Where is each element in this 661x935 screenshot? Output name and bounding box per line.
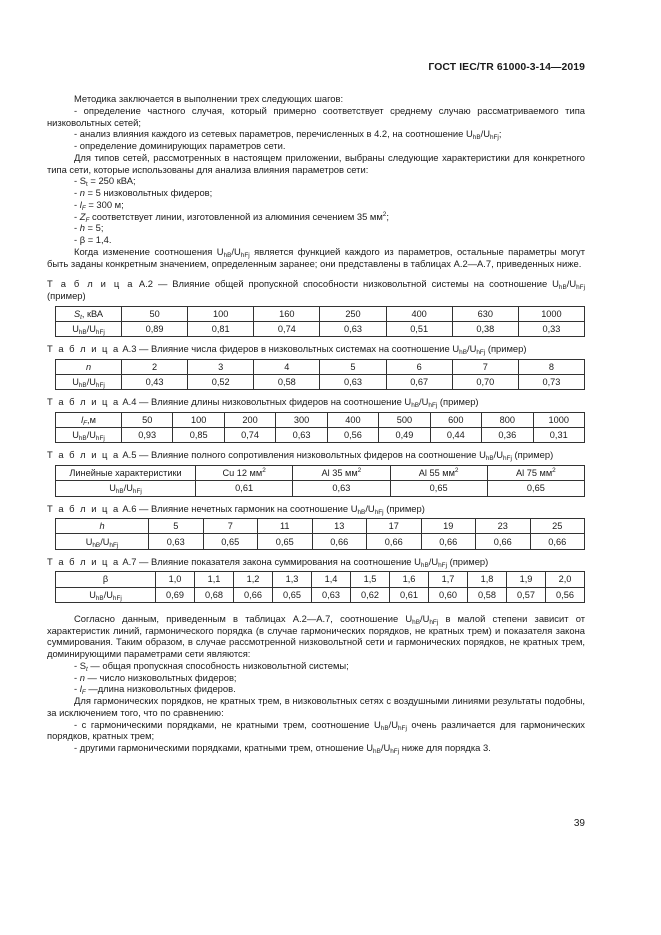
table-cell: 0,65	[487, 481, 584, 496]
table-cell: 400	[327, 413, 378, 428]
table-cell: 0,38	[452, 321, 518, 336]
table-cell: 100	[173, 413, 224, 428]
table-cell: 0,43	[122, 375, 188, 390]
table-cell: 13	[312, 519, 367, 534]
table-cell: 0,85	[173, 428, 224, 443]
table-caption: Т а б л и ц а А.4 — Влияние длины низковольтных фидеров на соотношение $U_{hB}/U_{hFj}$ (пример)	[47, 396, 479, 410]
table-cell: 0,51	[386, 321, 452, 336]
row-label: h	[56, 519, 149, 534]
table-cell: 6	[386, 359, 452, 374]
table-cell: 1,3	[273, 572, 312, 587]
paragraph: Согласно данным, приведенным в таблицах А.2—А.7, соотношение $U_{hB}/U_{hFj}$ в малой степени зависит от характеристик линий, гармонического порядка (в случае гармонических порядков, не кратных трем) и показателя закона суммирования. Таким образом, в случае рассмотренной низковольтной сети и гармонических порядков, не кратных трем, доминирующими параметрами сети являются:	[47, 612, 586, 659]
table-cell: 300	[276, 413, 327, 428]
table-cell: 3	[188, 359, 254, 374]
list-item: - h = 5;	[74, 222, 104, 234]
table-cell: 50	[122, 413, 173, 428]
table-cell: 0,63	[293, 481, 390, 496]
table-cell: 0,67	[386, 375, 452, 390]
row-label: β	[56, 572, 156, 587]
table-row	[56, 375, 585, 390]
table-cell: 0,63	[149, 534, 204, 549]
table-cell: 0,63	[312, 587, 351, 602]
list-item: - n — число низковольтных фидеров;	[74, 671, 237, 683]
table-cell: 200	[224, 413, 275, 428]
table-cell: 0,93	[122, 428, 173, 443]
table-cell: 1,7	[429, 572, 468, 587]
table-cell: 2	[122, 359, 188, 374]
table-cell: 1000	[518, 306, 584, 321]
table-cell: 500	[379, 413, 430, 428]
row-label: $U_{hB}/U_{hFj}$	[56, 587, 156, 602]
table-cell: 0,66	[476, 534, 531, 549]
table-row	[56, 359, 585, 374]
table-caption: Т а б л и ц а А.7 — Влияние показателя закона суммирования на соотношение $U_{hB}/U_{hFj}$ (пример)	[47, 555, 489, 569]
table-cell: 1,8	[468, 572, 507, 587]
table-cell: 100	[188, 306, 254, 321]
paragraph: Когда изменение соотношения $U_{hB}/U_{hFj}$ является функцией каждого из параметров, остальные параметры могут быть заданы конкретным значением, определенным заранее; они представлены в таблицах А.2—А.7, приведенных ниже.	[47, 245, 585, 269]
table-cell: 0,89	[122, 321, 188, 336]
table-cell: 1,2	[234, 572, 273, 587]
row-label: $U_{hB}/U_{hFj}$	[56, 481, 196, 496]
page-number: 39	[573, 818, 585, 829]
table-a5	[55, 465, 585, 496]
table-row	[56, 534, 585, 549]
table-cell: 0,66	[234, 587, 273, 602]
table-row	[56, 572, 585, 587]
table-cell: 0,65	[390, 481, 487, 496]
table-row	[56, 321, 585, 336]
table-cell: 23	[476, 519, 531, 534]
table-caption: Т а б л и ц а А.3 — Влияние числа фидеров в низковольтных системах на соотношение $U_{hB}/U_{hFj}$ (пример)	[47, 343, 527, 357]
document-header: ГОСТ IEC/TR 61000-3-14—2019	[428, 62, 585, 73]
table-row	[56, 413, 585, 428]
row-label: $U_{hB}/U_{hFj}$	[56, 534, 149, 549]
table-cell: 5	[320, 359, 386, 374]
table-cell: 1,1	[195, 572, 234, 587]
row-label: $l_F,м$	[56, 413, 122, 428]
table-cell: 4	[254, 359, 320, 374]
table-cell: 0,74	[254, 321, 320, 336]
table-cell: 1,5	[351, 572, 390, 587]
table-row	[56, 587, 585, 602]
table-row	[56, 481, 585, 496]
table-cell: 1,4	[312, 572, 351, 587]
table-cell: 0,81	[188, 321, 254, 336]
table-a7	[55, 571, 585, 602]
table-cell: 0,66	[530, 534, 585, 549]
table-cell: 1,6	[390, 572, 429, 587]
table-row	[56, 306, 585, 321]
table-cell: 1000	[533, 413, 585, 428]
table-cell: 630	[452, 306, 518, 321]
table-cell: 2,0	[546, 572, 585, 587]
list-item: - $l_F = 300$ м;	[74, 198, 124, 212]
table-cell: 0,58	[468, 587, 507, 602]
table-cell: 5	[149, 519, 204, 534]
table-cell: 0,74	[224, 428, 275, 443]
table-cell: Al 55 $мм^2$	[390, 466, 487, 481]
table-cell: 0,49	[379, 428, 430, 443]
table-caption: Т а б л и ц а А.2 — Влияние общей пропускной способности низковольтной системы на соотношение $U_{hB}/U_{hFj}$ (пример)	[47, 278, 585, 301]
table-cell: 0,66	[421, 534, 476, 549]
table-cell: 50	[122, 306, 188, 321]
table-cell: 11	[258, 519, 313, 534]
table-cell: 0,33	[518, 321, 584, 336]
table-cell: 0,63	[320, 321, 386, 336]
page-content	[47, 93, 585, 754]
bullet-item: - определение доминирующих параметров сети.	[74, 140, 286, 151]
table-cell: 0,52	[188, 375, 254, 390]
bullet-item: - другими гармоническими порядками, кратными трем, отношение $U_{hB}/U_{hFj}$ ниже для порядка 3.	[74, 742, 491, 755]
table-cell: 250	[320, 306, 386, 321]
row-label: Линейные характеристики	[56, 466, 196, 481]
table-cell: 19	[421, 519, 476, 534]
table-cell: 0,65	[258, 534, 313, 549]
table-cell: 0,65	[273, 587, 312, 602]
paragraph: Методика заключается в выполнении трех следующих шагов:	[74, 93, 344, 104]
list-item: - $l_F$ —длина низковольтных фидеров.	[74, 683, 236, 697]
paragraph: Для гармонических порядков, не кратных трем, в низковольтных сетях с воздушными линиями результаты подобны, за исключением того, что по сравнению:	[47, 695, 585, 718]
list-item: - $Z_F$ соответствует линии, изготовленной из алюминия сечением 35 $мм^2$;	[74, 210, 389, 224]
row-label: $U_{hB}/U_{hFj}$	[56, 428, 122, 443]
table-cell: 0,69	[156, 587, 195, 602]
table-cell: 0,36	[482, 428, 533, 443]
table-cell: 17	[367, 519, 422, 534]
list-item: - $S_t$ — общая пропускная способность низковольтной системы;	[74, 659, 349, 673]
table-cell: 1,0	[156, 572, 195, 587]
table-cell: 0,57	[507, 587, 546, 602]
table-a6	[55, 518, 585, 549]
table-a2	[55, 306, 585, 337]
table-cell: 800	[482, 413, 533, 428]
row-label: $U_{hB}/U_{hFj}$	[56, 375, 122, 390]
table-cell: 600	[430, 413, 481, 428]
table-cell: 160	[254, 306, 320, 321]
bullet-item: - анализ влияния каждого из сетевых параметров, перечисленных в 4.2, на соотношение $U_{hB}/U_{hFj}$;	[74, 128, 502, 142]
table-cell: 8	[518, 359, 584, 374]
table-caption: Т а б л и ц а А.5 — Влияние полного сопротивления низковольтных фидеров на соотношение $U_{hB}/U_{hFj}$ (пример)	[47, 449, 554, 463]
bullet-item: - определение частного случая, который примерно соответствует среднему случаю рассматриваемого типа низковольтных сетей;	[47, 104, 585, 128]
table-cell: 0,31	[533, 428, 585, 443]
table-cell: 0,66	[367, 534, 422, 549]
table-cell: 0,56	[546, 587, 585, 602]
table-cell: Cu 12 $мм^2$	[196, 466, 293, 481]
table-cell: 1,9	[507, 572, 546, 587]
table-cell: 0,56	[327, 428, 378, 443]
table-cell: 25	[530, 519, 585, 534]
table-cell: 0,58	[254, 375, 320, 390]
table-cell: 0,63	[276, 428, 327, 443]
table-cell: 0,73	[518, 375, 584, 390]
table-cell: Al 35 $мм^2$	[293, 466, 390, 481]
table-a3	[55, 359, 585, 390]
table-caption: Т а б л и ц а А.6 — Влияние нечетных гармоник на соотношение $U_{hB}/U_{hFj}$ (пример)	[47, 502, 425, 516]
row-label: n	[56, 359, 122, 374]
table-cell: 7	[452, 359, 518, 374]
table-cell: 0,61	[196, 481, 293, 496]
row-label: $S_t$, кВА	[56, 306, 122, 321]
table-cell: Al 75 $мм^2$	[487, 466, 584, 481]
table-row	[56, 428, 585, 443]
table-row	[56, 466, 585, 481]
list-item: - $S_t = 250$ кВА;	[74, 175, 136, 189]
row-label: $U_{hB}/U_{hFj}$	[56, 321, 122, 336]
table-cell: 0,63	[320, 375, 386, 390]
table-cell: 0,68	[195, 587, 234, 602]
list-item: - n = 5 низковольтных фидеров;	[74, 187, 213, 198]
table-a4	[55, 412, 585, 443]
list-item: - β = 1,4.	[74, 234, 112, 245]
table-cell: 0,44	[430, 428, 481, 443]
paragraph: Для типов сетей, рассмотренных в настоящем приложении, выбраны следующие характеристики для конкретного типа сети, которые использованы для анализа влияния параметров сети:	[47, 151, 585, 175]
table-cell: 0,65	[203, 534, 258, 549]
table-cell: 0,66	[312, 534, 367, 549]
table-cell: 7	[203, 519, 258, 534]
bullet-item: - с гармоническими порядками, не кратными трем, соотношение $U_{hB}/U_{hFj}$ очень различается для гармонических порядков, кратных трем;	[47, 718, 585, 742]
table-row	[56, 519, 585, 534]
table-cell: 0,70	[452, 375, 518, 390]
table-cell: 400	[386, 306, 452, 321]
table-cell: 0,60	[429, 587, 468, 602]
table-cell: 0,62	[351, 587, 390, 602]
table-cell: 0,61	[390, 587, 429, 602]
